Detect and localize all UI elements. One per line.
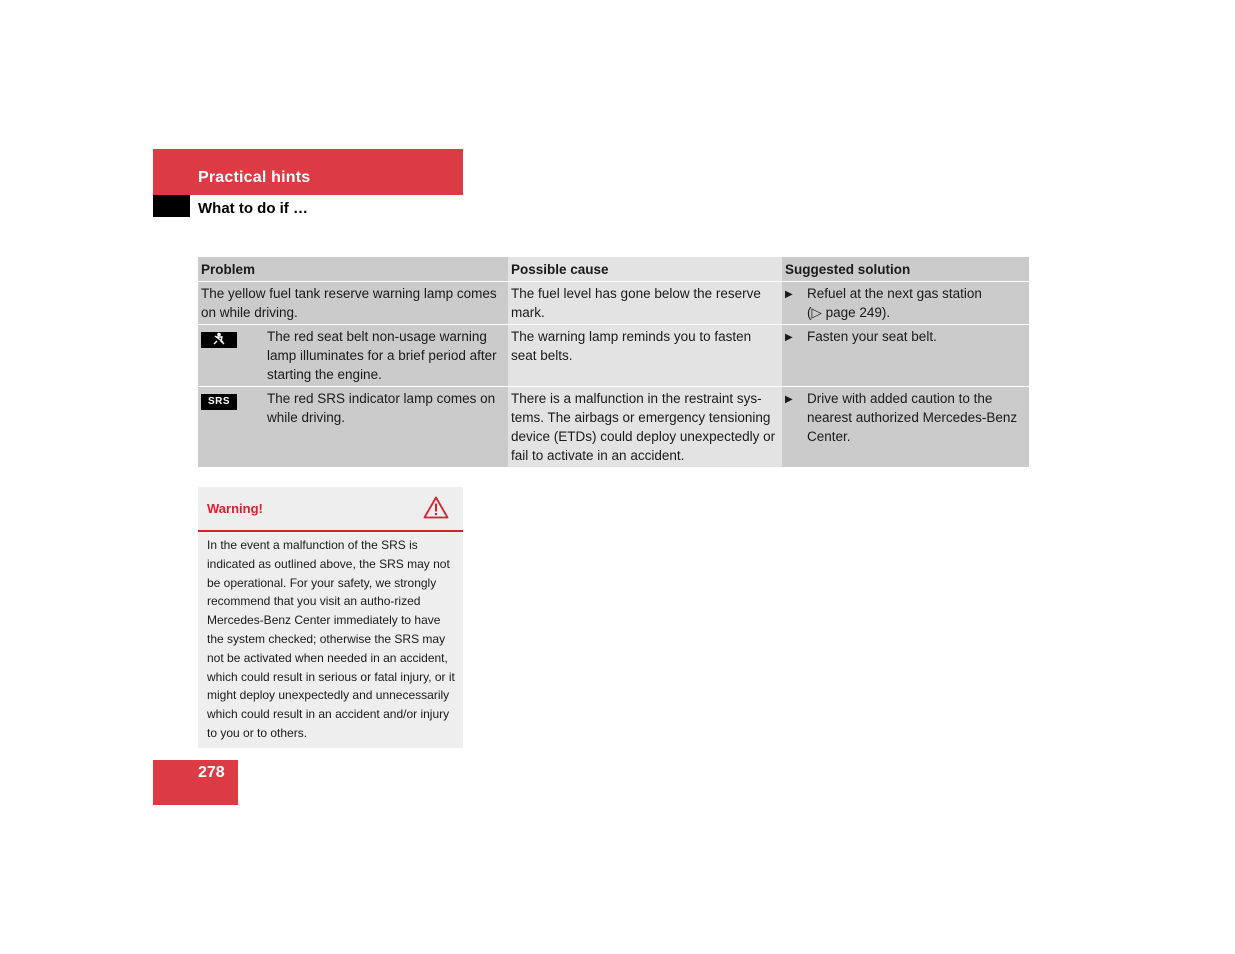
- solution-cell: [782, 325, 1029, 387]
- warning-text: In the event a malfunction of the SRS is indicated as outlined above, the SRS may not be operational. For your safety, we strongly recommend that you visit an autho-rized Mercedes-Benz Center immediately to have the system checked; otherwise the SRS may not be activated when needed in an accident, which could result in serious or fatal injury, or it might deploy unexpectedly and unnecessarily which could result in an accident and/or injury to you or to others.: [207, 538, 455, 740]
- table-row: [198, 282, 1029, 325]
- bullet-arrow-icon: ▶: [785, 289, 793, 300]
- page-number: 278: [198, 764, 225, 781]
- problem-cell: [198, 387, 508, 468]
- column-header-problem: Problem: [198, 257, 508, 282]
- solution-cell: [782, 387, 1029, 468]
- seat-belt-warning-icon: [201, 332, 237, 348]
- warning-title: Warning!: [207, 501, 263, 516]
- column-header-cause: Possible cause: [508, 257, 782, 282]
- problem-cell: [198, 325, 508, 387]
- page-reference-link[interactable]: (▷ page 249).: [807, 305, 891, 320]
- bullet-arrow-icon: ▶: [785, 332, 793, 343]
- cause-cell: The warning lamp reminds you to fasten seat belts.: [508, 325, 782, 387]
- problem-cell: The yellow fuel tank reserve warning lamp comes on while driving.: [198, 282, 508, 325]
- bullet-arrow-icon: ▶: [785, 394, 793, 405]
- cause-cell: There is a malfunction in the restraint sys-tems. The airbags or emergency tensioning device (ETDs) could deploy unexpectedly or fail to activate in an accident.: [508, 387, 782, 468]
- table-header-row: [198, 257, 1029, 282]
- troubleshooting-table: [198, 257, 1029, 468]
- warning-box: [198, 487, 463, 748]
- warning-triangle-icon: [423, 496, 449, 524]
- solution-line: Refuel at the next gas station: [807, 286, 982, 301]
- solution-text: Fasten your seat belt.: [807, 329, 937, 344]
- section-title: Practical hints: [198, 169, 311, 186]
- warning-header: [198, 487, 463, 532]
- problem-text: The red SRS indicator lamp comes on while driving.: [267, 391, 496, 425]
- cause-cell: The fuel level has gone below the reserve mark.: [508, 282, 782, 325]
- solution-cell: [782, 282, 1029, 325]
- table-row: [198, 387, 1029, 468]
- problem-text: The red seat belt non-usage warning lamp illuminates for a brief period after starting the engine.: [267, 329, 497, 382]
- page-number-tab: [153, 760, 238, 805]
- section-marker: [153, 195, 190, 217]
- srs-indicator-icon: SRS: [201, 394, 237, 410]
- solution-text: [807, 284, 982, 322]
- solution-text: Drive with added caution to the nearest authorized Mercedes-Benz Center.: [807, 391, 1018, 444]
- subsection-title: What to do if …: [198, 200, 308, 217]
- column-header-solution: Suggested solution: [782, 257, 1029, 282]
- table-row: [198, 325, 1029, 387]
